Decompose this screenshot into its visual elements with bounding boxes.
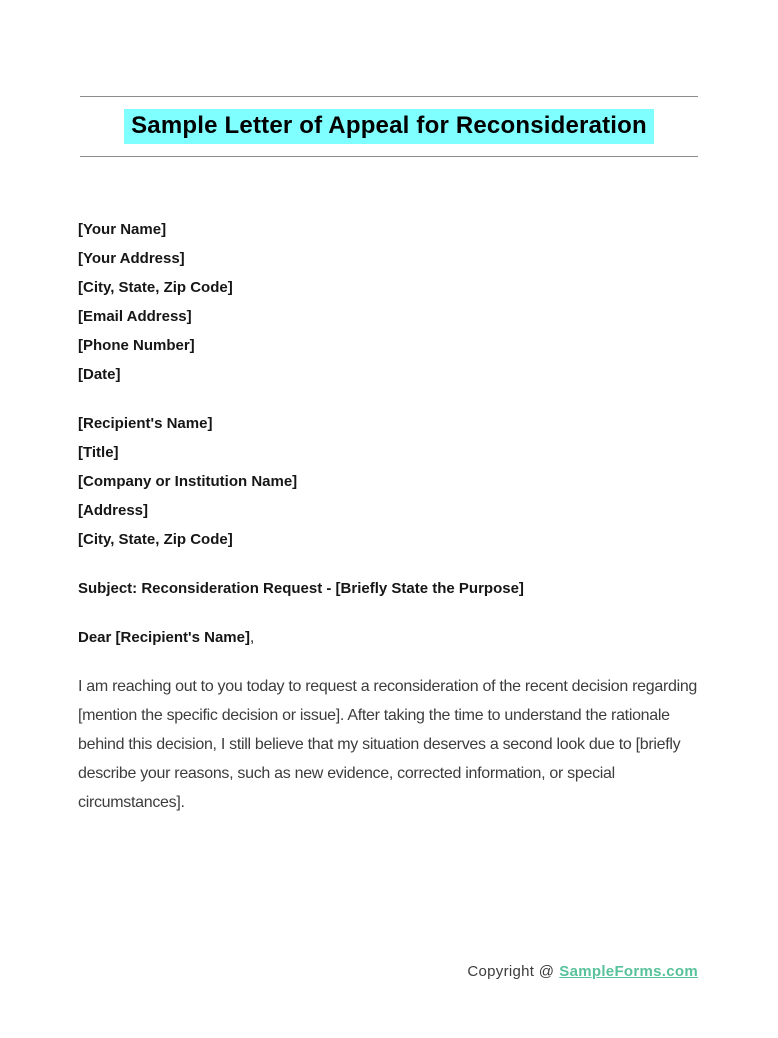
footer-site-link[interactable]: SampleForms.com [559,963,698,980]
sender-email-line: [Email Address] [78,307,192,325]
sender-block [78,215,702,389]
sender-city-line: [City, State, Zip Code] [78,278,233,296]
recipient-block [78,409,702,554]
sender-name-line: [Your Name] [78,220,167,238]
salutation-line [78,623,702,652]
date-line: [Date] [78,365,121,383]
sender-phone-line: [Phone Number] [78,336,195,354]
recipient-name-line: [Recipient's Name] [78,414,213,432]
letter-paragraph: I am reaching out to you today to request a reconsideration of the recent decision regarding [mention the specific decision or issue]. After taking the time to understand the rationale behind this decision, I still believe that my situation deserves a second look due to [briefly describe your reasons, such as new evidence, corrected information, or special circumstances]. [78,677,698,811]
recipient-company-line: [Company or Institution Name] [78,472,298,490]
subject-line: Subject: Reconsideration Request - [Briefly State the Purpose] [78,579,524,597]
page-title: Sample Letter of Appeal for Reconsideration [124,109,654,144]
footer [467,963,698,980]
copyright-text: Copyright @ [467,963,555,980]
title-banner [80,96,698,157]
salutation-punctuation: , [249,628,255,646]
salutation-text: Dear [Recipient's Name] [78,628,250,646]
recipient-address-line: [Address] [78,501,149,519]
letter-body [78,215,702,817]
recipient-title-line: [Title] [78,443,119,461]
recipient-city-line: [City, State, Zip Code] [78,530,233,548]
sender-address-line: [Your Address] [78,249,185,267]
